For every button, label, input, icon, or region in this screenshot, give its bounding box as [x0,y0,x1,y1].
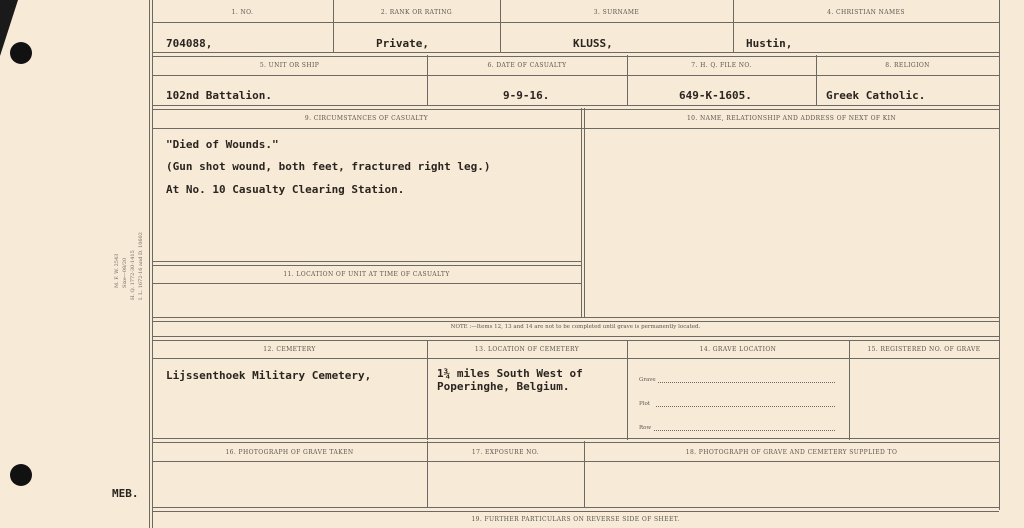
row12-label-line [152,358,999,359]
circumstances-line-2: (Gun shot wound, both feet, fractured right leg.) [166,160,491,173]
label-exposure: 17. EXPOSURE NO. [471,449,540,456]
punch-hole-top [10,42,32,64]
row2-label-line [152,75,999,76]
row16-top [152,438,999,443]
side-print-1: M. F. W. 2543 [114,253,120,288]
circumstances-line-1: "Died of Wounds." [166,138,279,151]
note-text: NOTE :—Items 12, 13 and 14 are not to be completed until grave is permanently located. [450,324,701,330]
row12-div-2 [627,340,628,440]
value-no: 704088, [166,37,213,50]
value-surname: KLUSS, [573,37,613,50]
label-grave-location: 14. GRAVE LOCATION [699,346,777,353]
label-surname: 3. SURNAME [593,9,640,16]
label-registered: 15. REGISTERED NO. OF GRAVE [867,346,981,353]
label-hq-file: 7. H. Q. FILE NO. [691,62,752,69]
plot-dotline [656,406,835,407]
row1-div-3 [733,0,734,53]
row-label: Row [639,425,652,431]
left-margin-line [149,0,150,528]
row1-bottom [152,52,999,57]
row11-label-line [152,283,581,284]
value-cemetery: Lijssenthoek Military Cemetery, [166,369,372,382]
label-unit: 5. UNIT OR SHIP [259,62,320,69]
label-cemetery: 12. CEMETERY [263,346,316,353]
row1-label-line [152,22,999,23]
value-christian: Hustin, [746,37,793,50]
plot-label: Plot [639,401,650,407]
side-print-4: I. L. 1672-16 and D. 10602 [138,232,144,300]
side-print-2: Sixe—08/20 [122,257,128,288]
label-next-of-kin: 10. NAME, RELATIONSHIP AND ADDRESS OF NEXT OF KIN [686,115,897,122]
punch-hole-bottom [10,464,32,486]
row2-bottom [152,105,999,110]
label-further: 19. FURTHER PARTICULARS ON REVERSE SIDE OF SHEET. [471,516,680,523]
row3-div-b [584,108,585,318]
right-border [999,0,1000,510]
label-religion: 8. RELIGION [885,62,930,69]
row11-top [152,261,581,266]
initials: MEB. [112,487,139,500]
label-date: 6. DATE OF CASUALTY [487,62,567,69]
value-rank: Private, [376,37,429,50]
value-location-line-1: 1¾ miles South West of [437,367,583,380]
row1-div-2 [500,0,501,53]
label-location-cemetery: 13. LOCATION OF CEMETERY [474,346,580,353]
circumstances-line-3: At No. 10 Casualty Clearing Station. [166,183,405,196]
label-circumstances: 9. CIRCUMSTANCES OF CASUALTY [304,115,429,122]
label-no: 1. NO. [231,9,254,16]
row12-div-3 [849,340,850,440]
value-location-line-2: Poperinghe, Belgium. [437,380,570,393]
row3-label-line [152,128,999,129]
label-photo-taken: 16. PHOTOGRAPH OF GRAVE TAKEN [225,449,354,456]
label-photo-supplied: 18. PHOTOGRAPH OF GRAVE AND CEMETERY SUPPLIED TO [685,449,898,456]
grave-label: Grave [639,377,656,383]
value-unit: 102nd Battalion. [166,89,272,102]
note-bottom [152,336,999,341]
value-date: 9-9-16. [503,89,550,102]
label-location-unit: 11. LOCATION OF UNIT AT TIME OF CASUALTY [283,271,450,278]
value-hq-file: 649-K-1605. [679,89,752,102]
row16-label-line [152,461,999,462]
row12-div-1 [427,340,428,440]
label-rank: 2. RANK OR RATING [380,9,453,16]
note-top [152,317,999,322]
row-dotline [654,430,835,431]
side-print-3: H. Q. 1772-30-1415 [130,250,136,300]
row19-top [152,507,999,512]
row1-div-1 [333,0,334,53]
row3-div [581,108,582,318]
label-christian: 4. CHRISTIAN NAMES [827,9,905,16]
value-religion: Greek Catholic. [826,89,926,102]
grave-dotline [658,382,835,383]
